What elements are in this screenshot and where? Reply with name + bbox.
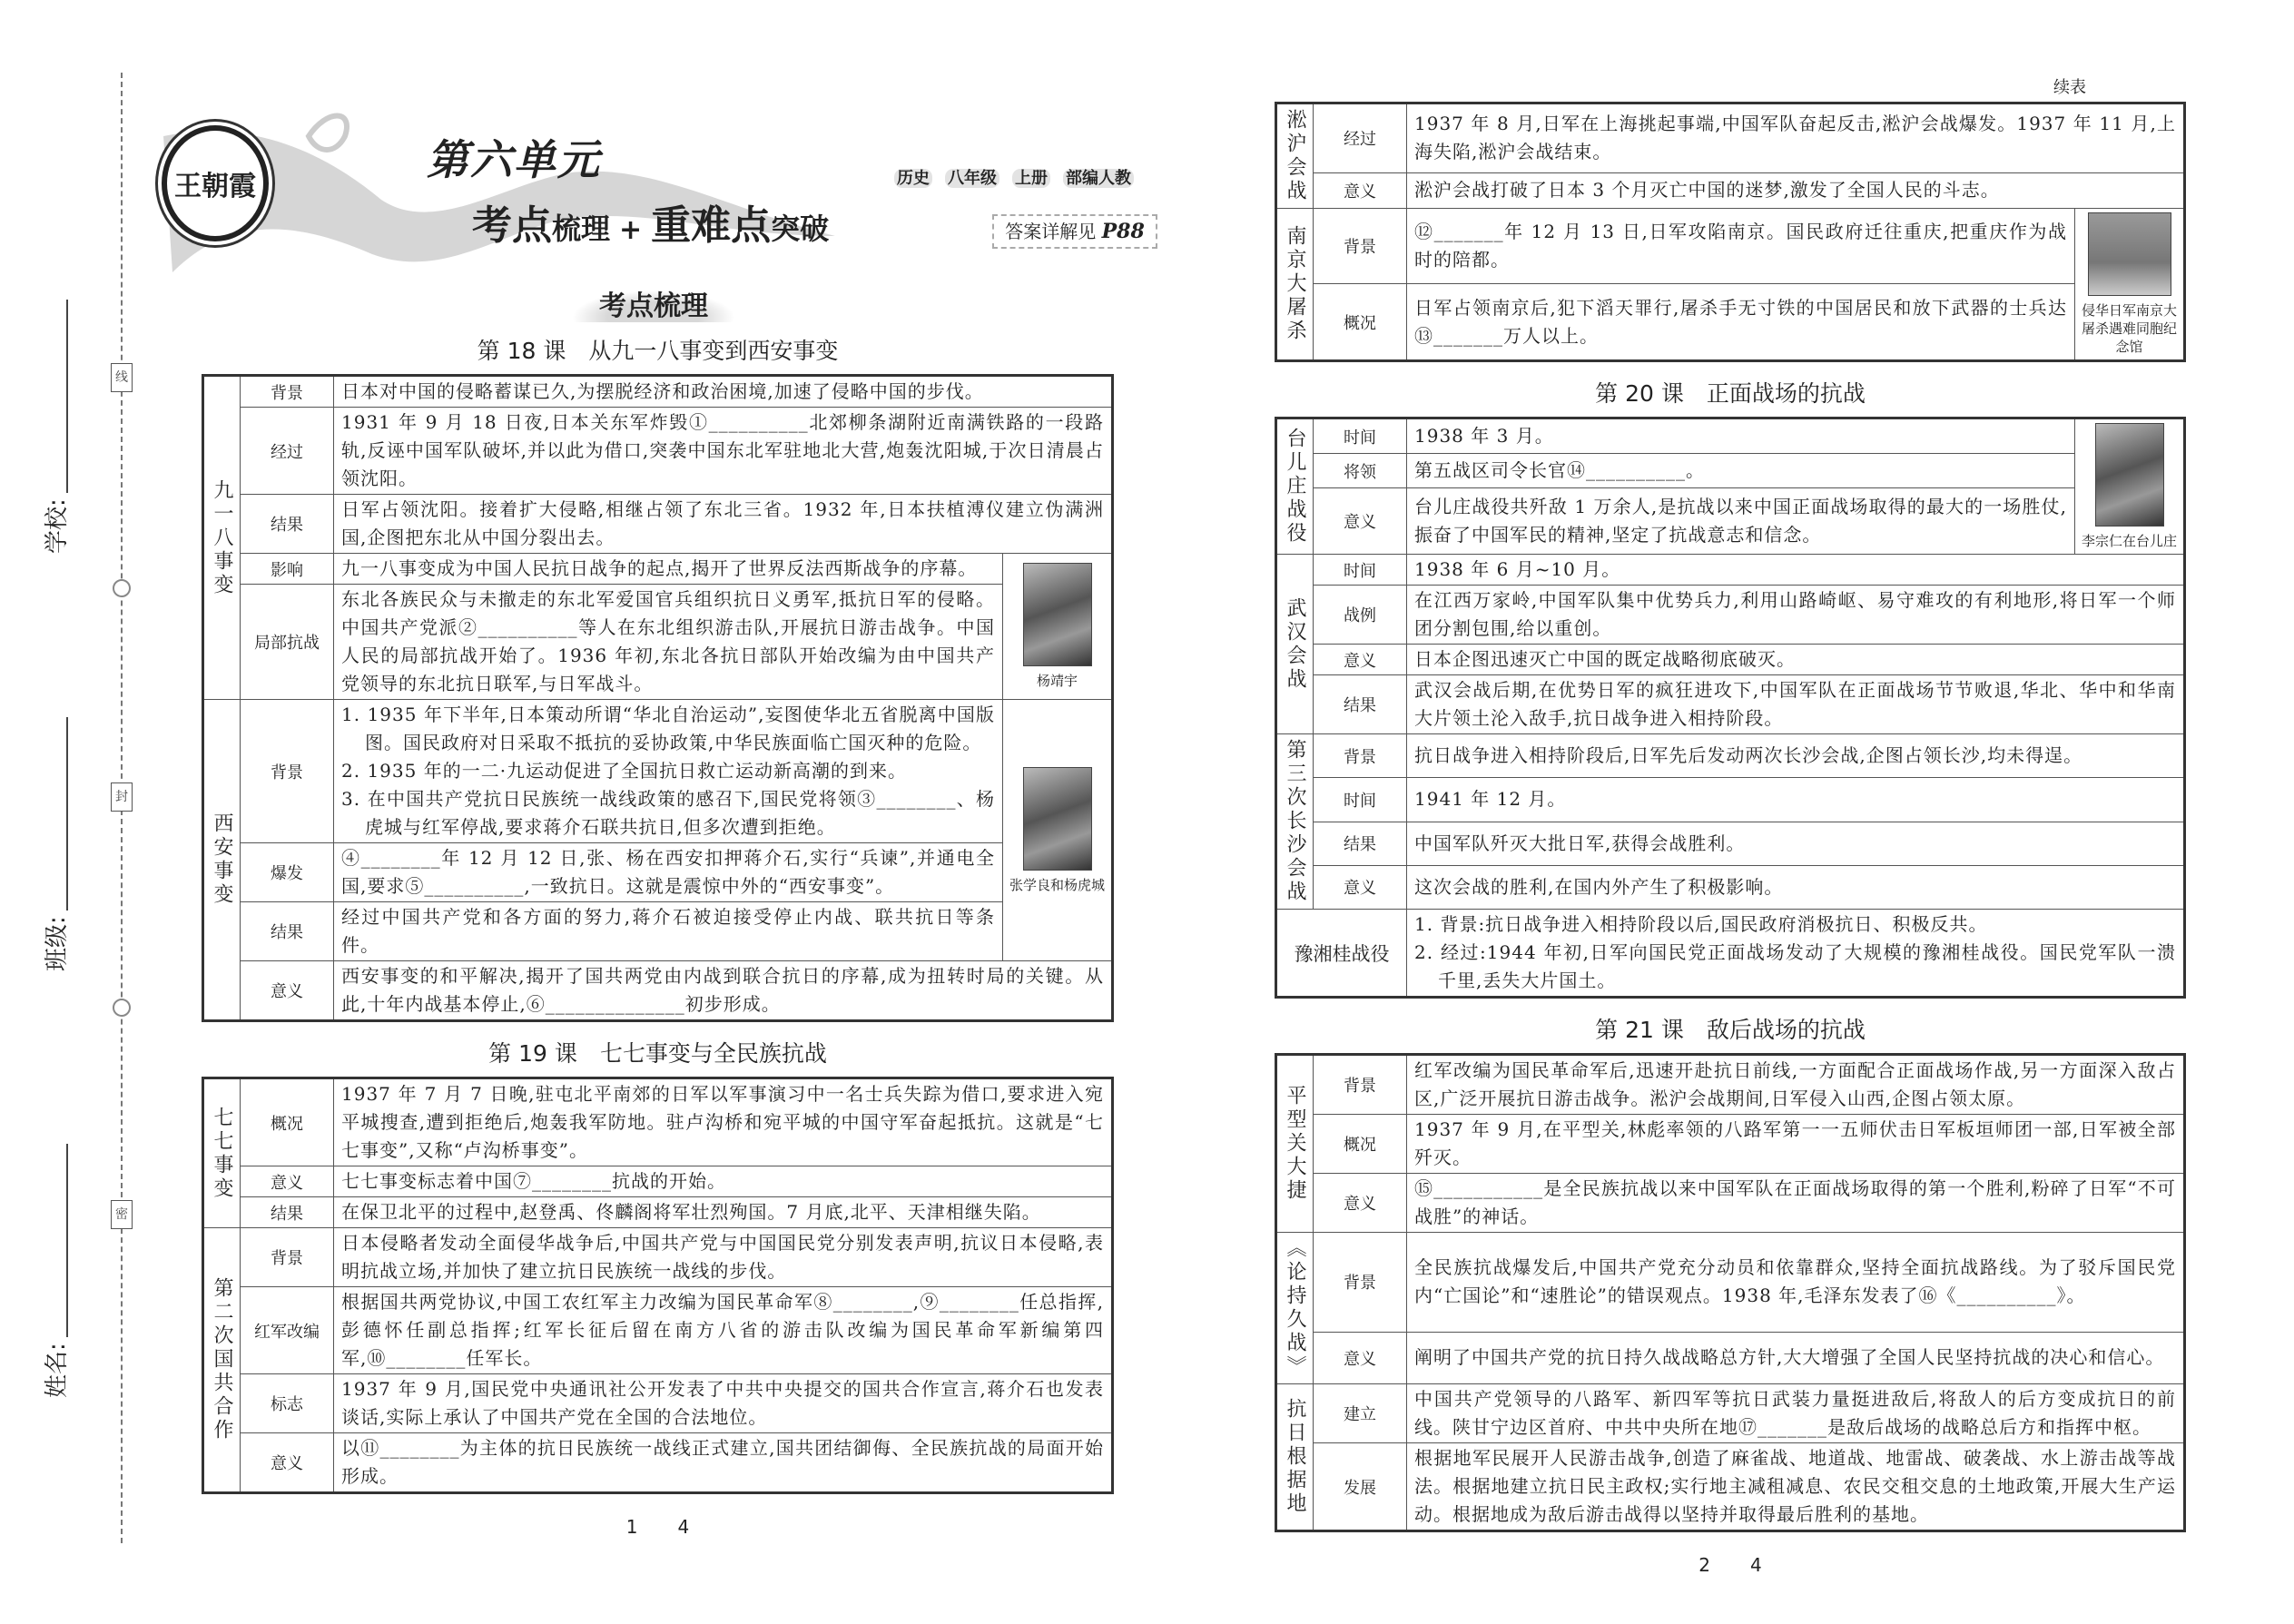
subtitle-plus: + <box>619 214 643 246</box>
subject-info <box>894 165 1147 189</box>
group-title-text: 平型关大捷 <box>1284 1085 1306 1203</box>
table-slot <box>202 374 1114 1022</box>
row-content: 日军占领南京后,犯下滔天罪行,屠杀手无寸铁的中国居民和放下武器的士兵达⑬_______万人以上。 <box>1407 284 2075 361</box>
table-row <box>1276 675 2185 734</box>
table-row <box>1276 586 2185 645</box>
row-label: 意义 <box>1314 1332 1407 1383</box>
list-item: 3. 在中国共产党抗日民族统一战线政策的感召下,国民党将领③________、杨虎城与红军停战,要求蒋介石联共抗日,但多次遭到拒绝。 <box>341 788 995 838</box>
historical-photo <box>2095 423 2164 527</box>
table-row <box>1276 1443 2185 1531</box>
table-row <box>203 1433 1113 1493</box>
group-title-text: 南京大屠杀 <box>1284 225 1306 343</box>
answer-page: P88 <box>1101 220 1145 243</box>
subtitle-part: 突破 <box>771 212 830 246</box>
table-row <box>1276 172 2185 208</box>
table-row <box>203 495 1113 554</box>
list-item: 2. 经过:1944 年初,日军向国民党正面战场发动了大规模的豫湘桂战役。国民党军队一溃千里,丢失大片国土。 <box>1414 941 2176 991</box>
row-label: 局部抗战 <box>241 585 334 700</box>
row-content: 根据地军民展开人民游击战争,创造了麻雀战、地道战、地雷战、破袭战、水上游击战等战法。根据地建立抗日民主政权;实行地主减租减息、农民交租交息的土地政策,开展大生产运动。根据地成为敌后游击战得以坚持并取得最后胜利的基地。 <box>1407 1443 2185 1531</box>
knowledge-table-t19 <box>202 1077 1114 1494</box>
row-label: 背景 <box>1314 1055 1407 1115</box>
group-title-text: 第三次长沙会战 <box>1284 739 1306 904</box>
table-row <box>1276 284 2185 361</box>
table-row <box>203 700 1113 843</box>
row-label: 意义 <box>1314 488 1407 555</box>
row-label: 背景 <box>241 1228 334 1287</box>
photo-cell <box>1003 700 1113 961</box>
page-total: 4 <box>1750 1554 1762 1576</box>
knowledge-table-t18 <box>202 374 1114 1022</box>
publisher-logo <box>162 125 269 241</box>
row-label: 概况 <box>1314 1115 1407 1174</box>
row-content: 日本侵略者发动全面侵华战争后,中国共产党与中国国民党分别发表声明,抗议日本侵略,表明抗战立场,并加快了建立抗日民族统一战线的步伐。 <box>334 1228 1113 1287</box>
row-content: 经过中国共产党和各方面的努力,蒋介石被迫接受停止内战、联共抗日等条件。 <box>334 902 1003 961</box>
section-heading <box>0 289 1307 325</box>
table-row <box>1276 488 2185 555</box>
group-title-text: 淞沪会战 <box>1284 109 1306 203</box>
table-row <box>203 1374 1113 1433</box>
table-row <box>1276 1233 2185 1333</box>
group-title <box>1276 1055 1314 1233</box>
name-field[interactable] <box>36 1144 73 1398</box>
row-label: 时间 <box>1314 555 1407 586</box>
table-row <box>1276 734 2185 778</box>
group-title <box>1276 734 1314 910</box>
photo-caption: 张学良和杨虎城 <box>1009 876 1105 893</box>
photo-caption: 杨靖宇 <box>1036 673 1078 689</box>
school-field[interactable] <box>36 300 73 554</box>
table-row <box>1276 1384 2185 1443</box>
photo-cell <box>2075 209 2185 361</box>
group-title-text: 七七事变 <box>211 1106 233 1201</box>
row-label: 背景 <box>1314 1233 1407 1333</box>
list-item: 1. 1935 年下半年,日本策动所谓“华北自治运动”,妄图使华北五省脱离中国版图。国民政府对日采取不抵抗的妥协政策,中华民族面临亡国灭种的危险。 <box>341 704 995 753</box>
table-row <box>203 1287 1113 1374</box>
row-label: 意义 <box>1314 865 1407 909</box>
table-slot <box>1275 1053 2186 1532</box>
group-title-text: 第二次国共合作 <box>211 1277 233 1442</box>
continued-label: 续表 <box>2053 78 2086 97</box>
row-label: 结果 <box>241 902 334 961</box>
unit-title: 第六单元 <box>427 135 601 184</box>
group-title <box>1276 1233 1314 1384</box>
table-row <box>1276 555 2185 586</box>
row-content: 1937 年 9 月,国民党中央通讯社公开发表了中共中央提交的国共合作宣言,蒋介石也发表谈话,实际上承认了中国共产党在全国的合法地位。 <box>334 1374 1113 1433</box>
row-content: 1938 年 6 月~10 月。 <box>1407 555 2185 586</box>
lesson-title-19: 第 19 课 七七事变与全民族抗战 <box>488 1040 827 1067</box>
photo-cell <box>1003 554 1113 700</box>
page-subtitle <box>472 192 829 251</box>
row-label: 红军改编 <box>241 1287 334 1374</box>
row-label: 标志 <box>241 1374 334 1433</box>
table-row <box>203 902 1113 961</box>
table-slot <box>202 1077 1114 1494</box>
page-total: 4 <box>677 1516 690 1538</box>
row-content: 在江西万家岭,中国军队集中优势兵力,利用山路崎岖、易守难攻的有利地形,将日军一个师团分割包围,给以重创。 <box>1407 586 2185 645</box>
class-field[interactable] <box>36 717 73 971</box>
row-content: 东北各族民众与未撤走的东北军爱国官兵组织抗日义勇军,抵抗日军的侵略。中国共产党派②__________等人在东北组织游击队,开展抗日游击战争。中国人民的局部抗战开始了。1936 年初,东北各抗日部队开始改编为由中国共产党领导的东北抗日联军,与日军战斗。 <box>334 585 1003 700</box>
group-title <box>1276 418 1314 555</box>
page-number: 2 <box>1698 1554 1710 1576</box>
table-row <box>1276 209 2185 284</box>
subtitle-part: 重难点 <box>651 202 772 249</box>
group-title <box>1276 1384 1314 1531</box>
group-title: 豫湘桂战役 <box>1276 910 1407 998</box>
answer-reference <box>992 214 1157 249</box>
table-row <box>203 843 1113 902</box>
knowledge-table-t19b <box>1275 102 2186 362</box>
table-row <box>1276 1055 2185 1115</box>
group-title <box>1276 209 1314 361</box>
row-label: 概况 <box>1314 284 1407 361</box>
table-slot <box>1275 102 2186 362</box>
group-title-text: 台儿庄战役 <box>1284 428 1306 546</box>
list-item: 2. 1935 年的一二·九运动促进了全国抗日救亡运动新高潮的到来。 <box>341 760 908 782</box>
grade: 八年级 <box>945 169 999 188</box>
row-label: 时间 <box>1314 418 1407 454</box>
row-label: 背景 <box>1314 209 1407 284</box>
table-row <box>203 1078 1113 1166</box>
edition: 部编人教 <box>1063 169 1134 188</box>
table-row <box>203 554 1113 585</box>
binding-hole-icon <box>113 999 131 1017</box>
logo-text: 王朝霞 <box>174 171 256 202</box>
answer-ref-label: 答案详解见 <box>1005 221 1097 242</box>
seal-mark-mi: 密 <box>111 1200 133 1229</box>
row-content: 根据国共两党协议,中国工农红军主力改编为国民革命军⑧________,⑨________任总指挥,彭德怀任副总指挥;红军长征后留在南方八省的游击队改编为国民革命军新编第四军,⑩________任军长。 <box>334 1287 1113 1374</box>
row-label: 经过 <box>241 408 334 495</box>
row-label: 意义 <box>241 1166 334 1197</box>
group-title-text: 武汉会战 <box>1284 596 1306 692</box>
volume: 上册 <box>1012 169 1050 188</box>
row-content: 这次会战的胜利,在国内外产生了积极影响。 <box>1407 865 2185 909</box>
row-label: 爆发 <box>241 843 334 902</box>
table-row <box>203 1197 1113 1228</box>
photo-caption: 侵华日军南京大屠杀遇难同胞纪念馆 <box>2081 302 2177 355</box>
table-row <box>203 961 1113 1021</box>
photo-caption: 李宗仁在台儿庄 <box>2081 533 2177 549</box>
group-title-text: 西安事变 <box>211 812 233 907</box>
page-number: 1 <box>625 1516 638 1538</box>
knowledge-table-t20 <box>1275 417 2186 999</box>
row-label: 背景 <box>1314 734 1407 778</box>
table-row <box>1276 1332 2185 1383</box>
page-number-left <box>202 1516 1114 1538</box>
row-content: 1941 年 12 月。 <box>1407 778 2185 822</box>
group-title <box>1276 103 1314 209</box>
row-content: 中国共产党领导的八路军、新四军等抗日武装力量挺进敌后,将敌人的后方变成抗日的前线。陕甘宁边区首府、中共中央所在地⑰_______是敌后战场的战略总后方和指挥中枢。 <box>1407 1384 2185 1443</box>
row-label: 影响 <box>241 554 334 585</box>
lesson-title-20: 第 20 课 正面战场的抗战 <box>1595 380 1866 407</box>
row-content: ④________年 12 月 12 日,张、杨在西安扣押蒋介石,实行“兵谏”,并通电全国,要求⑤__________,一致抗日。这就是震惊中外的“西安事变”。 <box>334 843 1003 902</box>
table-row <box>203 376 1113 408</box>
row-content: 阐明了中国共产党的抗日持久战战略总方针,大大增强了全国人民坚持抗战的决心和信心。 <box>1407 1332 2185 1383</box>
row-content: 西安事变的和平解决,揭开了国共两党由内战到联合抗日的序幕,成为扭转时局的关键。从此,十年内战基本停止,⑥______________初步形成。 <box>334 961 1113 1021</box>
row-content: 日本企图迅速灭亡中国的既定战略彻底破灭。 <box>1407 645 2185 675</box>
row-label: 意义 <box>1314 172 1407 208</box>
group-title <box>203 700 241 1021</box>
table-row <box>1276 865 2185 909</box>
row-label: 概况 <box>241 1078 334 1166</box>
historical-photo <box>2088 212 2171 296</box>
row-content: 红军改编为国民革命军后,迅速开赴抗日前线,一方面配合正面战场作战,另一方面深入敌占区,广泛开展抗日游击战争。淞沪会战期间,日军侵入山西,企图占领太原。 <box>1407 1055 2185 1115</box>
group-title <box>203 1228 241 1493</box>
table-row <box>203 585 1113 700</box>
group-title <box>1276 555 1314 734</box>
row-content: ⑫_______年 12 月 13 日,日军攻陷南京。国民政府迁往重庆,把重庆作为战时的陪都。 <box>1407 209 2075 284</box>
row-label: 建立 <box>1314 1384 1407 1443</box>
lesson-title-21: 第 21 课 敌后战场的抗战 <box>1595 1017 1866 1043</box>
table-row <box>1276 418 2185 454</box>
row-label: 意义 <box>1314 645 1407 675</box>
row-label: 结果 <box>241 1197 334 1228</box>
table-row <box>203 1166 1113 1197</box>
row-label: 背景 <box>241 700 334 843</box>
group-title-text: 抗日根据地 <box>1284 1398 1306 1516</box>
row-content: 以⑪________为主体的抗日民族统一战线正式建立,国共团结御侮、全民族抗战的局面开始形成。 <box>334 1433 1113 1493</box>
row-content: 日军占领沈阳。接着扩大侵略,相继占领了东北三省。1932 年,日本扶植溥仪建立伪满洲国,企图把东北从中国分裂出去。 <box>334 495 1113 554</box>
subject-name: 历史 <box>894 169 932 188</box>
school-label: 学校: <box>43 498 71 554</box>
row-content: 淞沪会战打破了日本 3 个月灭亡中国的迷梦,激发了全国人民的斗志。 <box>1407 172 2185 208</box>
left-page-column <box>202 336 1114 1538</box>
row-content <box>334 700 1003 843</box>
row-label: 时间 <box>1314 778 1407 822</box>
seal-mark-xian: 线 <box>111 363 133 392</box>
row-content: 九一八事变成为中国人民抗日战争的起点,揭开了世界反法西斯战争的序幕。 <box>334 554 1003 585</box>
row-content: 七七事变标志着中国⑦________抗战的开始。 <box>334 1166 1113 1197</box>
lesson-title-18: 第 18 课 从九一八事变到西安事变 <box>477 338 839 364</box>
row-label: 结果 <box>1314 822 1407 865</box>
group-title <box>203 376 241 700</box>
table-row <box>203 408 1113 495</box>
row-content: 中国军队歼灭大批日军,获得会战胜利。 <box>1407 822 2185 865</box>
table-slot <box>1275 417 2186 999</box>
row-content: 抗日战争进入相持阶段后,日军先后发动两次长沙会战,企图占领长沙,均未得逞。 <box>1407 734 2185 778</box>
class-blank[interactable] <box>41 717 68 910</box>
row-label: 结果 <box>1314 675 1407 734</box>
group-title-text: 九一八事变 <box>211 478 233 597</box>
binding-hole-icon <box>113 579 131 597</box>
list-item: 1. 背景:抗日战争进入相持阶段以后,国民政府消极抗日、积极反共。 <box>1414 913 1988 935</box>
table-row <box>1276 822 2185 865</box>
name-blank[interactable] <box>41 1144 68 1337</box>
row-content: 第五战区司令长官⑭__________。 <box>1407 454 2075 488</box>
photo-cell <box>2075 418 2185 555</box>
table-row <box>1276 1174 2185 1233</box>
row-label: 战例 <box>1314 586 1407 645</box>
right-page-column <box>1275 78 2186 1576</box>
table-row <box>1276 103 2185 173</box>
table-row <box>1276 778 2185 822</box>
row-label: 发展 <box>1314 1443 1407 1531</box>
page-number-right <box>1275 1554 2186 1576</box>
historical-photo <box>1023 767 1092 871</box>
row-content: 1937 年 9 月,在平型关,林彪率领的八路军第一一五师伏击日军板垣师团一部,日军被全部歼灭。 <box>1407 1115 2185 1174</box>
table-row <box>203 1228 1113 1287</box>
table-row <box>1276 645 2185 675</box>
table-row <box>1276 1115 2185 1174</box>
row-content: 在保卫北平的过程中,赵登禹、佟麟阁将军壮烈殉国。7 月底,北平、天津相继失陷。 <box>334 1197 1113 1228</box>
group-title <box>203 1078 241 1228</box>
row-content: 1931 年 9 月 18 日夜,日本关东军炸毁①__________北郊柳条湖附近南满铁路的一段路轨,反诬中国军队破坏,并以此为借口,突袭中国东北军驻地北大营,炮轰沈阳城,于次日清晨占领沈阳。 <box>334 408 1113 495</box>
school-blank[interactable] <box>41 300 68 493</box>
row-label: 将领 <box>1314 454 1407 488</box>
row-content: 台儿庄战役共歼敌 1 万余人,是抗战以来中国正面战场取得的最大的一场胜仗,振奋了中国军民的精神,坚定了抗战意志和信念。 <box>1407 488 2075 555</box>
subtitle-part: 考点 <box>472 202 552 249</box>
section-heading-text: 考点梳理 <box>572 290 735 322</box>
row-content: 1937 年 7 月 7 日晚,驻屯北平南郊的日军以军事演习中一名士兵失踪为借口,要求进入宛平城搜查,遭到拒绝后,炮轰我军防地。驻卢沟桥和宛平城的中国守军奋起抵抗。这就是“七七事变”,又称“卢沟桥事变”。 <box>334 1078 1113 1166</box>
row-content: 1938 年 3 月。 <box>1407 418 2075 454</box>
row-label: 背景 <box>241 376 334 408</box>
row-label: 经过 <box>1314 103 1407 173</box>
name-label: 姓名: <box>43 1343 71 1398</box>
class-label: 班级: <box>43 916 71 971</box>
row-content: 全民族抗战爆发后,中国共产党充分动员和依靠群众,坚持全面抗战路线。为了驳斥国民党内“亡国论”和“速胜论”的错误观点。1938 年,毛泽东发表了⑯《__________》。 <box>1407 1233 2185 1333</box>
row-content: 日本对中国的侵略蓄谋已久,为摆脱经济和政治困境,加速了侵略中国的步伐。 <box>334 376 1113 408</box>
row-content <box>1407 910 2185 998</box>
table-row <box>1276 454 2185 488</box>
seal-mark-feng: 封 <box>111 782 133 812</box>
row-label: 意义 <box>241 961 334 1021</box>
table-row <box>1276 910 2185 998</box>
row-label: 意义 <box>1314 1174 1407 1233</box>
knowledge-table-t21 <box>1275 1053 2186 1532</box>
group-title-text: 《论持久战》 <box>1284 1237 1306 1379</box>
row-label: 结果 <box>241 495 334 554</box>
historical-photo <box>1023 563 1092 666</box>
row-content: 武汉会战后期,在优势日军的疯狂进攻下,中国军队在正面战场节节败退,华北、华中和华南大片领土沦入敌手,抗日战争进入相持阶段。 <box>1407 675 2185 734</box>
row-content: 1937 年 8 月,日军在上海挑起事端,中国军队奋起反击,淞沪会战爆发。1937 年 11 月,上海失陷,淞沪会战结束。 <box>1407 103 2185 173</box>
row-label: 意义 <box>241 1433 334 1493</box>
row-content: ⑮___________是全民族抗战以来中国军队在正面战场取得的第一个胜利,粉碎了日军“不可战胜”的神话。 <box>1407 1174 2185 1233</box>
subtitle-part: 梳理 <box>552 212 611 246</box>
